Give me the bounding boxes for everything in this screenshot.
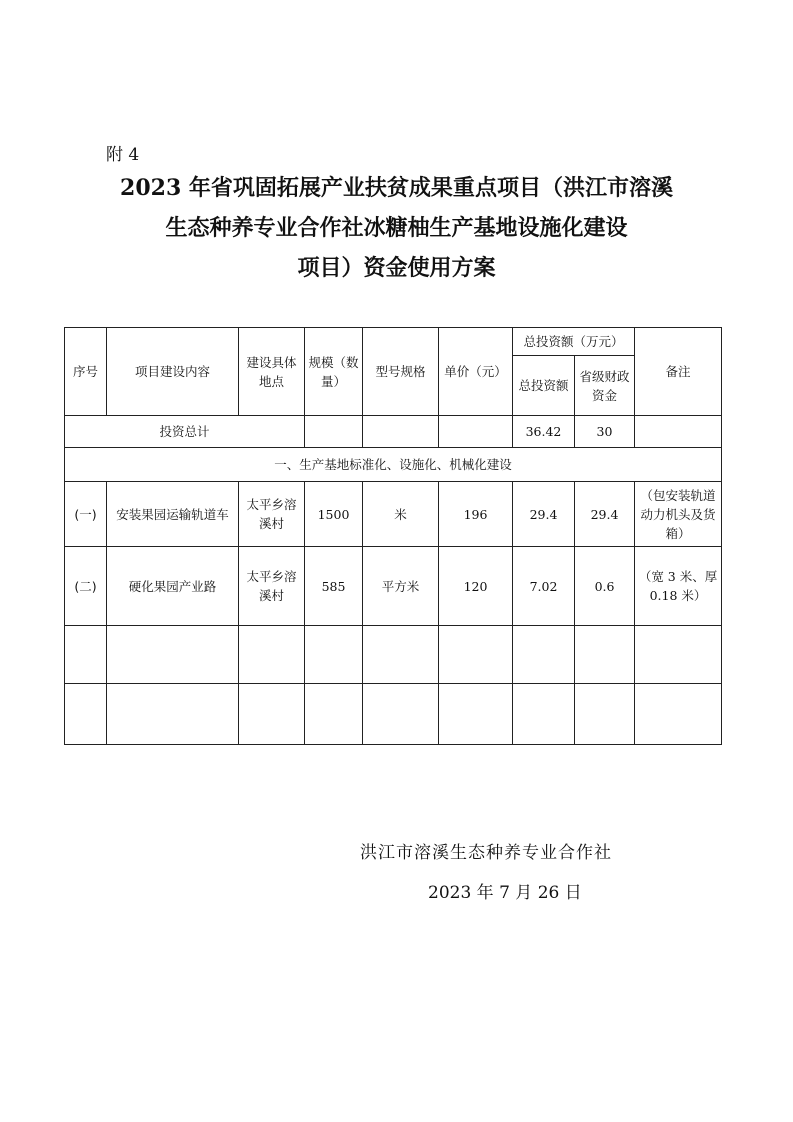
issuing-organization: 洪江市溶溪生态种养专业合作社 bbox=[360, 843, 612, 863]
table-row bbox=[65, 482, 722, 547]
total-row bbox=[65, 416, 722, 448]
empty-cell bbox=[305, 416, 363, 448]
row-total-investment: 7.02 bbox=[513, 547, 575, 626]
row-remarks: （宽 3 米、厚 0.18 米） bbox=[635, 547, 722, 626]
row-unit-price: 120 bbox=[439, 547, 513, 626]
header-scale: 规模（数量） bbox=[305, 328, 363, 416]
row-scale: 1500 bbox=[305, 482, 363, 547]
row-model: 平方米 bbox=[363, 547, 439, 626]
row-location: 太平乡溶溪村 bbox=[239, 482, 305, 547]
row-seq: (一) bbox=[65, 482, 107, 547]
row-model: 米 bbox=[363, 482, 439, 547]
header-investment-group: 总投资额（万元） bbox=[513, 328, 635, 356]
header-provincial-funds: 省级财政资金 bbox=[575, 356, 635, 416]
empty-cell bbox=[635, 416, 722, 448]
row-content: 硬化果园产业路 bbox=[107, 547, 239, 626]
provincial-funds-value: 30 bbox=[575, 416, 635, 448]
header-row bbox=[65, 328, 722, 356]
empty-cell bbox=[363, 416, 439, 448]
title-line: 项目）资金使用方案 bbox=[297, 255, 496, 281]
attachment-label: 附 4 bbox=[106, 145, 140, 165]
issue-date: 2023 年 7 月 26 日 bbox=[428, 883, 582, 903]
title-line: 生态种养专业合作社冰糖柚生产基地设施化建设 bbox=[165, 215, 628, 241]
empty-row bbox=[65, 684, 722, 745]
row-scale: 585 bbox=[305, 547, 363, 626]
row-seq: (二) bbox=[65, 547, 107, 626]
total-investment-value: 36.42 bbox=[513, 416, 575, 448]
document-title bbox=[60, 168, 733, 288]
section-title: 一、生产基地标准化、设施化、机械化建设 bbox=[65, 448, 722, 482]
table-row bbox=[65, 547, 722, 626]
total-label: 投资总计 bbox=[65, 416, 305, 448]
header-seq: 序号 bbox=[65, 328, 107, 416]
section-row bbox=[65, 448, 722, 482]
row-content: 安装果园运输轨道车 bbox=[107, 482, 239, 547]
header-remarks: 备注 bbox=[635, 328, 722, 416]
header-model: 型号规格 bbox=[363, 328, 439, 416]
fund-plan-table bbox=[64, 327, 722, 745]
empty-row bbox=[65, 626, 722, 684]
header-location: 建设具体地点 bbox=[239, 328, 305, 416]
row-total-investment: 29.4 bbox=[513, 482, 575, 547]
row-remarks: （包安装轨道动力机头及货箱） bbox=[635, 482, 722, 547]
row-location: 太平乡溶溪村 bbox=[239, 547, 305, 626]
row-unit-price: 196 bbox=[439, 482, 513, 547]
title-line: 2023 年省巩固拓展产业扶贫成果重点项目（洪江市溶溪 bbox=[120, 175, 673, 201]
header-total-investment: 总投资额 bbox=[513, 356, 575, 416]
empty-cell bbox=[439, 416, 513, 448]
row-provincial-funds: 29.4 bbox=[575, 482, 635, 547]
header-content: 项目建设内容 bbox=[107, 328, 239, 416]
header-unit-price: 单价（元） bbox=[439, 328, 513, 416]
row-provincial-funds: 0.6 bbox=[575, 547, 635, 626]
